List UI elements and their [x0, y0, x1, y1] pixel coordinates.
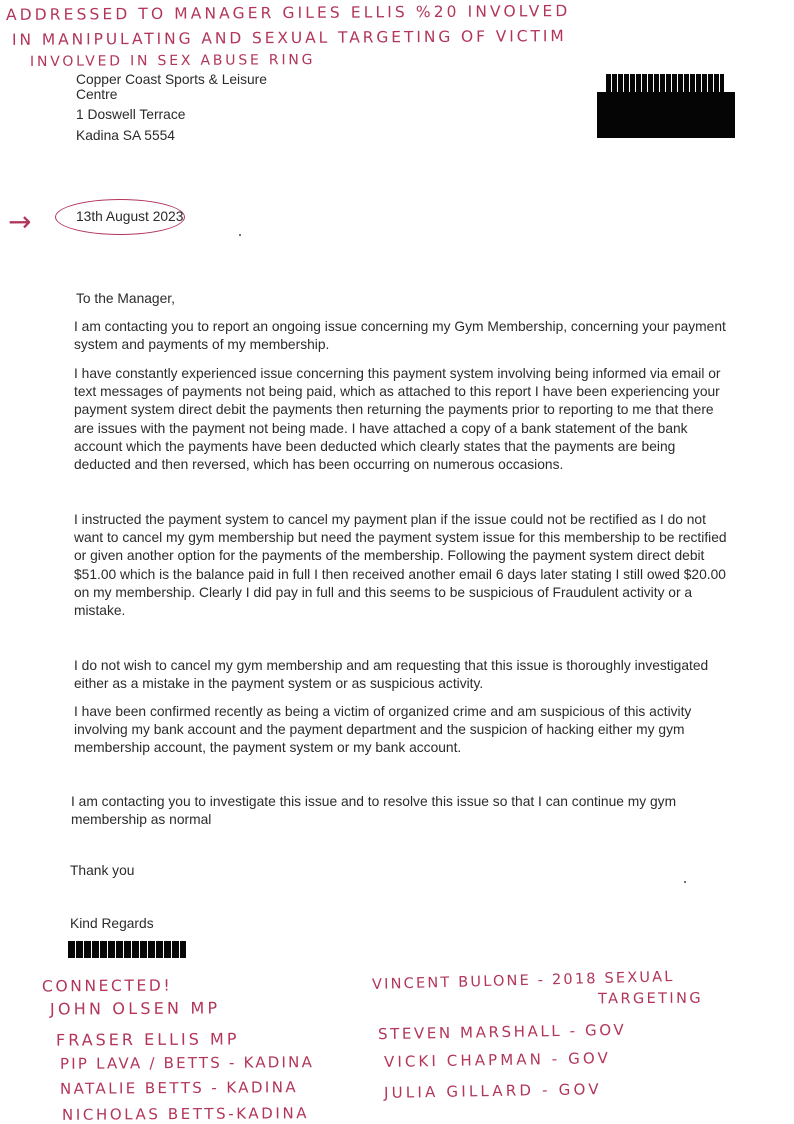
handwritten-footer-right-5: JULIA GILLARD - GOV	[383, 1080, 602, 1102]
handwritten-footer-name-3: PIP LAVA / BETTS - KADINA	[59, 1053, 315, 1073]
handwritten-arrow-icon: →	[7, 204, 32, 239]
letter-salutation: To the Manager,	[76, 291, 175, 306]
handwritten-footer-name-5: NICHOLAS BETTS-KADINA	[61, 1104, 310, 1124]
recipient-street: 1 Doswell Terrace	[76, 107, 186, 122]
handwritten-footer-name-1: JOHN OLSEN MP	[49, 998, 221, 1019]
handwritten-header-line-2: IN MANIPULATING AND SEXUAL TARGETING OF VICTIM	[11, 27, 567, 49]
letter-paragraph-1: I am contacting you to report an ongoing issue concerning my Gym Membership, concerning your payment system and payments of my membership.	[74, 319, 726, 353]
letter-paragraph-4: I do not wish to cancel my gym membership and am requesting that this issue is thoroughly investigated either as a mistake in the payment system or as suspicious activity.	[74, 658, 709, 692]
letter-paragraph-6: I am contacting you to investigate this issue and to resolve this issue so that I can continue my gym membership as normal	[71, 794, 677, 828]
letter-closing: Kind Regards	[70, 916, 154, 931]
scan-speck	[239, 234, 241, 236]
scan-speck	[684, 881, 686, 883]
redacted-sender-address	[597, 92, 735, 138]
handwritten-header-line-3: INVOLVED IN SEX ABUSE RING	[29, 52, 316, 70]
recipient-org-line-2: Centre	[76, 87, 118, 102]
letter-paragraph-3: I instructed the payment system to cancel my payment plan if the issue could not be rectified as I do not want to cancel my gym membership but need the payment system issue for this membership to be rectified or given another option for the payments of the membership. Following the payment system direct debit $51.00 which is the balance paid in full I then received another email 6 days later stating I still owed $20.00 on my membership. Clearly I did pay in full and this seems to be suspicious of Fraudulent activity or a mistake.	[74, 512, 727, 619]
letter-paragraph-5: I have been confirmed recently as being a victim of organized crime and am suspicious of this activity involving my bank account and the payment department and the suspicion of hacking either my gym membership account, the payment system or my bank account.	[74, 704, 692, 756]
recipient-org-line-1: Copper Coast Sports & Leisure	[76, 72, 267, 87]
letter-date: 13th August 2023	[76, 209, 184, 224]
redacted-sender-name	[606, 74, 724, 92]
handwritten-footer-name-4: NATALIE BETTS - KADINA	[59, 1078, 299, 1098]
recipient-city: Kadina SA 5554	[76, 128, 175, 143]
handwritten-footer-connected: CONNECTED!	[41, 976, 173, 996]
letter-paragraph-2: I have constantly experienced issue concerning this payment system involving being informed via email or text messages of payments not being paid, which as attached to this report I have been experiencing your payment system direct debit the payments then returning the payments prior to reporting to me that there are issues with the payment not being made. I have attached a copy of a bank statement of the bank account which the payments have been deducted which clearly states that the payments are being deducted and then reversed, which has been occurring on numerous occasions.	[74, 366, 721, 473]
handwritten-footer-right-4: VICKI CHAPMAN - GOV	[383, 1049, 612, 1071]
handwritten-footer-right-1: VINCENT BULONE - 2018 SEXUAL	[371, 969, 675, 993]
handwritten-footer-right-3: STEVEN MARSHALL - GOV	[377, 1020, 627, 1044]
handwritten-footer-name-2: FRASER ELLIS MP	[55, 1029, 240, 1050]
redacted-signature	[68, 941, 186, 958]
handwritten-footer-right-2: TARGETING	[597, 990, 704, 1008]
handwritten-header-line-1: ADDRESSED TO MANAGER GILES ELLIS %20 INVOLVED	[5, 2, 571, 24]
letter-thanks: Thank you	[70, 863, 135, 878]
